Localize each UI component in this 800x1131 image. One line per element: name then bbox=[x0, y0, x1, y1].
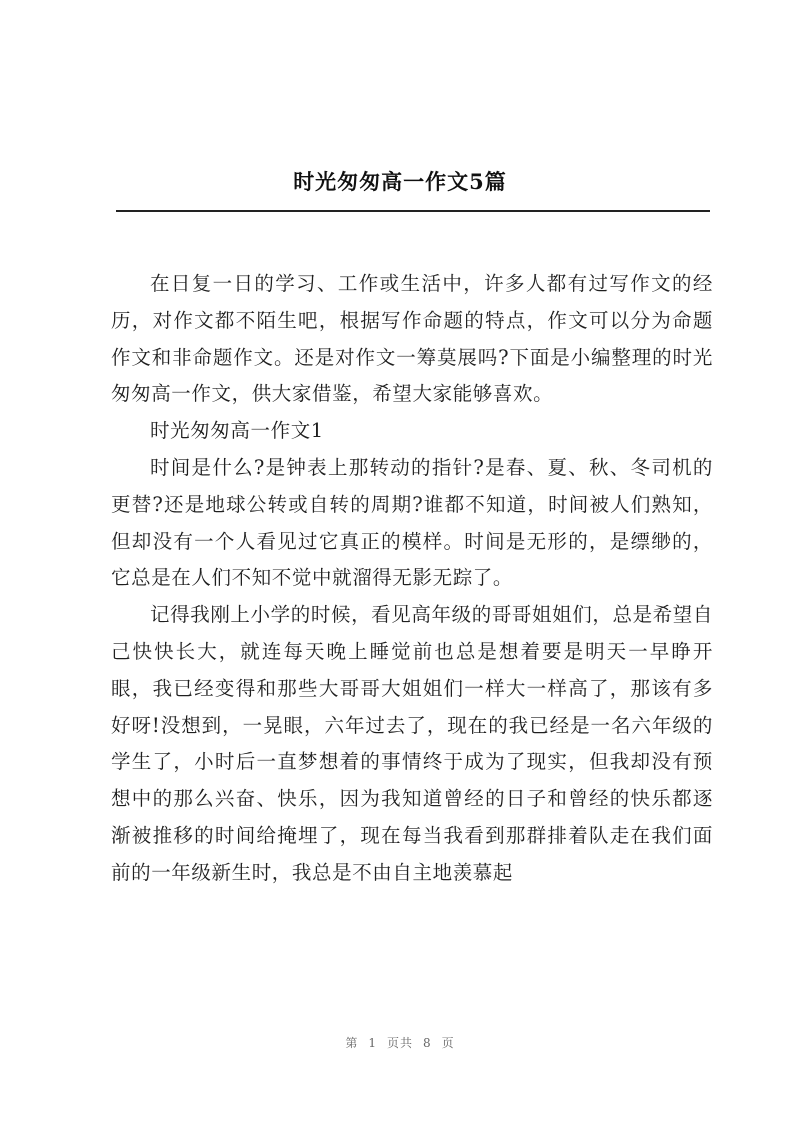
page-footer bbox=[0, 1034, 800, 1051]
body-paragraph: 记得我刚上小学的时候，看见高年级的哥哥姐姐们，总是希望自己快快长大，就连每天晚上睡觉前也总是想着要是明天一早睁开眼，我已经变得和那些大哥哥大姐姐们一样大一样高了，那该有多好呀!没想到，一晃眼，六年过去了，现在的我已经是一名六年级的学生了，小时后一直梦想着的事情终于成为了现实，但我却没有预想中的那么兴奋、快乐，因为我知道曾经的日子和曾经的快乐都逐渐被推移的时间给掩埋了，现在每当我看到那群排着队走在我们面前的一年级新生时，我总是不由自主地羡慕起 bbox=[111, 603, 713, 884]
intro-paragraph: 在日复一日的学习、工作或生活中，许多人都有过写作文的经历，对作文都不陌生吧，根据写作命题的特点，作文可以分为命题作文和非命题作文。还是对作文一筹莫展吗?下面是小编整理的时光匆匆高一作文，供大家借鉴，希望大家能够喜欢。 bbox=[111, 272, 713, 406]
current-page-number: 1 bbox=[368, 1036, 377, 1050]
footer-suffix: 页 bbox=[441, 1036, 455, 1050]
document-title: 时光匆匆高一作文5篇 bbox=[293, 169, 507, 194]
section-heading: 时光匆匆高一作文1 bbox=[150, 419, 324, 443]
footer-prefix: 第 bbox=[345, 1036, 359, 1050]
title-divider bbox=[116, 210, 710, 212]
document-body bbox=[111, 266, 713, 892]
body-paragraph: 时间是什么?是钟表上那转动的指针?是春、夏、秋、冬司机的更替?还是地球公转或自转的周期?谁都不知道，时间被人们熟知，但却没有一个人看见过它真正的模样。时间是无形的，是缥缈的，它总是在人们不知不觉中就溜得无影无踪了。 bbox=[111, 455, 713, 590]
footer-middle: 页共 bbox=[386, 1036, 413, 1050]
total-pages-number: 8 bbox=[423, 1036, 432, 1050]
